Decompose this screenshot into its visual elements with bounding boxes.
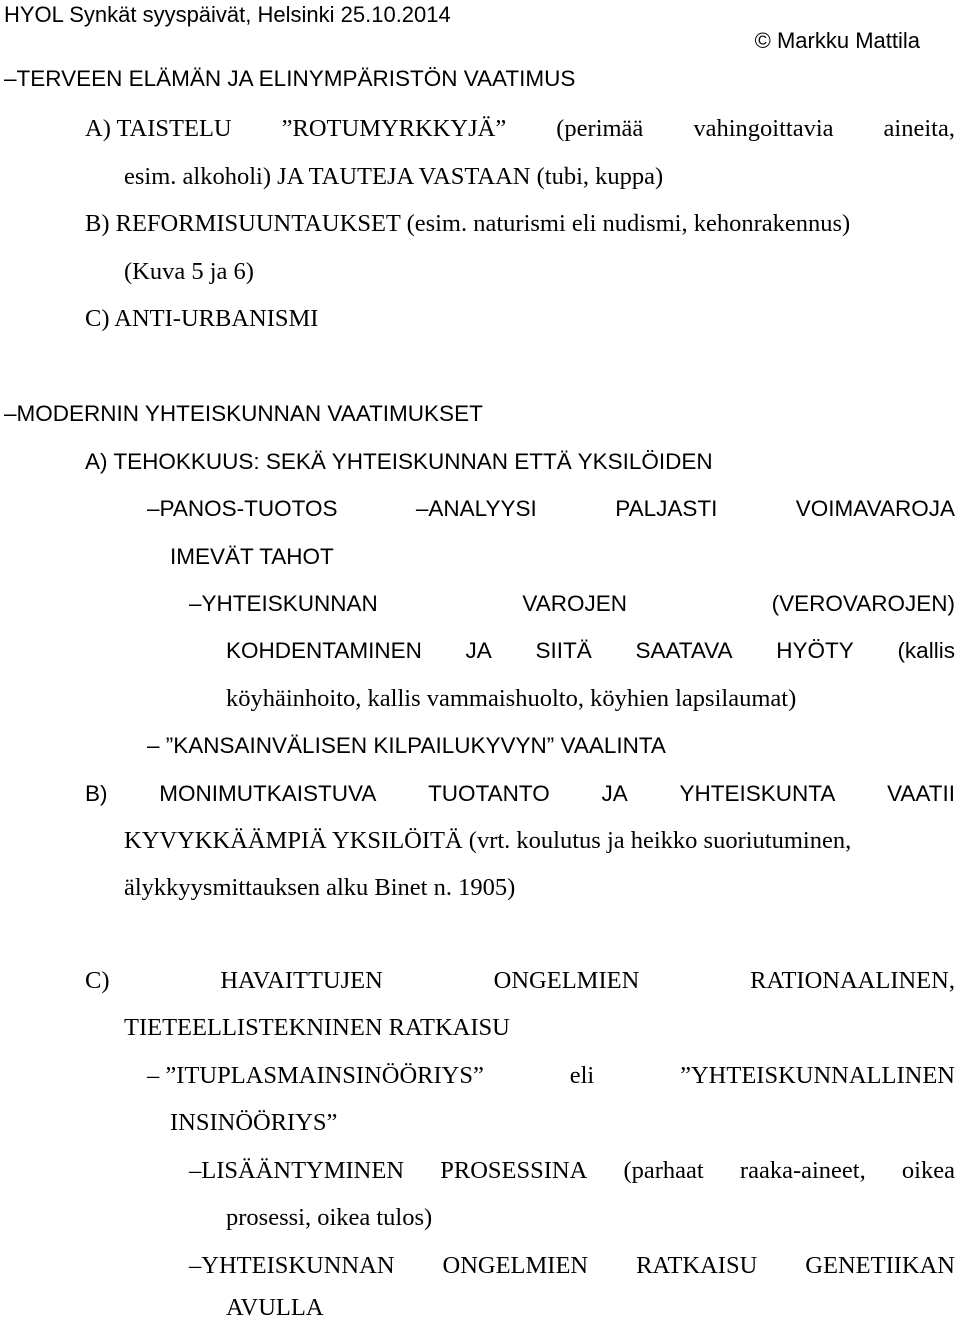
- heading-modern-society: –MODERNIN YHTEISKUNNAN VAATIMUKSET: [4, 401, 483, 426]
- item-b-continuation-1: KYVYKKÄÄMPIÄ YKSILÖITÄ (vrt. koulutus ja heikko suoriutuminen,: [124, 827, 852, 854]
- text-segment: ONGELMIEN: [442, 1252, 589, 1279]
- header-author: © Markku Mattila: [754, 28, 920, 53]
- text-segment: C): [85, 967, 110, 994]
- text-segment: A) TAISTELU: [85, 115, 232, 142]
- text-segment: PROSESSINA: [440, 1157, 588, 1184]
- text-segment: –YHTEISKUNNAN: [189, 1252, 395, 1279]
- text-segment: – ”ITUPLASMAINSINÖÖRIYS”: [147, 1062, 484, 1089]
- text-segment: JA: [601, 781, 628, 806]
- text-segment: ”ROTUMYRKKYJÄ”: [281, 115, 507, 142]
- text-segment: HAVAITTUJEN: [220, 967, 383, 994]
- text-segment: MONIMUTKAISTUVA: [159, 781, 377, 806]
- text-segment: RATKAISU: [636, 1252, 758, 1279]
- text-segment: –PANOS-TUOTOS: [147, 496, 338, 521]
- item-input-output-continuation: IMEVÄT TAHOT: [170, 544, 334, 569]
- text-segment: RATIONAALINEN,: [750, 967, 955, 994]
- text-segment: VAROJEN: [522, 591, 628, 616]
- item-b-continuation-2: älykkyysmittauksen alku Binet n. 1905): [124, 874, 516, 901]
- text-segment: TUOTANTO: [428, 781, 550, 806]
- text-segment: PALJASTI: [615, 496, 718, 521]
- text-segment: JA: [465, 638, 492, 663]
- text-segment: B): [85, 781, 108, 806]
- text-segment: –ANALYYSI: [415, 496, 537, 521]
- text-segment: (parhaat: [623, 1157, 704, 1184]
- text-segment: –LISÄÄNTYMINEN: [189, 1157, 405, 1184]
- header-event-title: HYOL Synkät syyspäivät, Helsinki 25.10.2014: [4, 2, 451, 27]
- item-germplasm-continuation: INSINÖÖRIYS”: [170, 1109, 338, 1136]
- text-segment: –YHTEISKUNNAN: [189, 591, 378, 616]
- item-reproduction-process: [189, 1156, 955, 1186]
- text-segment: HYÖTY: [776, 638, 854, 663]
- item-germplasm-engineering: [147, 1061, 955, 1091]
- text-segment: (perimää: [556, 115, 644, 142]
- text-segment: SIITÄ: [535, 638, 592, 663]
- item-c-rational-solution: [85, 966, 955, 996]
- text-segment: raaka-aineet,: [739, 1157, 866, 1184]
- text-segment: aineita,: [883, 115, 955, 142]
- item-c-continuation: TIETEELLISTEKNINEN RATKAISU: [124, 1014, 510, 1041]
- item-resources-continuation: [226, 636, 955, 666]
- item-a-struggle: [85, 114, 955, 144]
- item-resources: [189, 589, 955, 619]
- text-segment: SAATAVA: [635, 638, 733, 663]
- item-reproduction-continuation: prosessi, oikea tulos): [226, 1204, 433, 1231]
- text-segment: ”YHTEISKUNNALLINEN: [680, 1062, 955, 1089]
- text-segment: YHTEISKUNTA: [679, 781, 836, 806]
- item-a-continuation: esim. alkoholi) JA TAUTEJA VASTAAN (tubi, kuppa): [124, 163, 664, 190]
- item-b-continuation: (Kuva 5 ja 6): [124, 258, 254, 285]
- text-segment: oikea: [901, 1157, 955, 1184]
- item-genetics-continuation: AVULLA: [226, 1294, 324, 1321]
- text-segment: ONGELMIEN: [493, 967, 640, 994]
- item-input-output: [147, 494, 955, 524]
- item-resources-continuation-2: köyhäinhoito, kallis vammaishuolto, köyhien lapsilaumat): [226, 685, 797, 712]
- text-segment: vahingoittavia: [693, 115, 834, 142]
- item-b-reform: B) REFORMISUUNTAUKSET (esim. naturismi eli nudismi, kehonrakennus): [85, 210, 851, 237]
- text-segment: GENETIIKAN: [805, 1252, 955, 1279]
- item-a-efficiency: A) TEHOKKUUS: SEKÄ YHTEISKUNNAN ETTÄ YKSILÖIDEN: [85, 449, 713, 474]
- text-segment: VAATII: [887, 781, 955, 806]
- heading-healthy-life: –TERVEEN ELÄMÄN JA ELINYMPÄRISTÖN VAATIMUS: [4, 66, 576, 91]
- item-c-anti-urbanism: C) ANTI-URBANISMI: [85, 305, 319, 332]
- text-segment: (VEROVAROJEN): [771, 591, 955, 616]
- item-genetics-solution: [189, 1251, 955, 1281]
- text-segment: (kallis: [897, 638, 955, 663]
- text-segment: KOHDENTAMINEN: [226, 638, 422, 663]
- item-competitiveness: – ”KANSAINVÄLISEN KILPAILUKYVYN” VAALINTA: [147, 733, 666, 758]
- text-segment: eli: [569, 1062, 595, 1089]
- text-segment: VOIMAVAROJA: [795, 496, 955, 521]
- item-b-complex-production: [85, 779, 955, 809]
